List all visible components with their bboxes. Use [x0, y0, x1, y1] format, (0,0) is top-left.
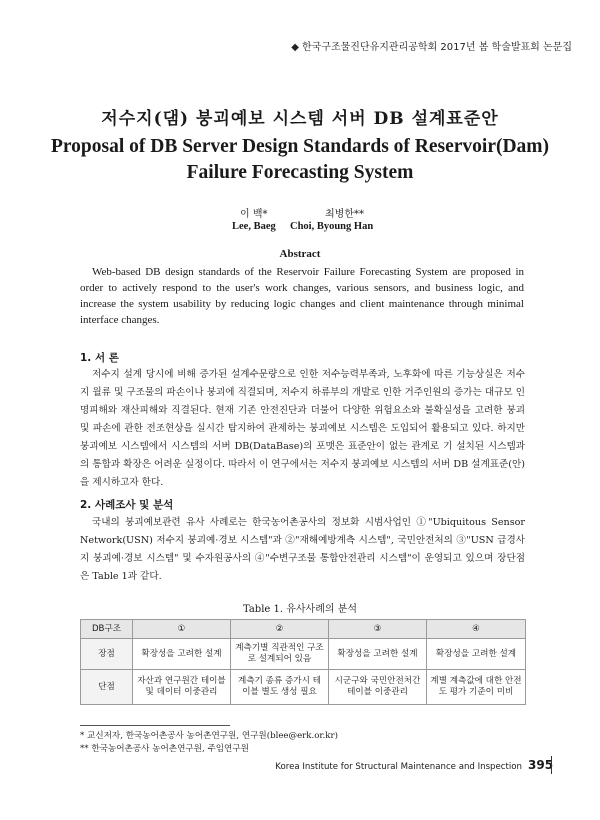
page-number-divider — [551, 756, 552, 774]
table-header-cell: ③ — [329, 620, 427, 639]
footnote-2: ** 한국농어촌공사 농어촌연구원, 주임연구원 — [80, 744, 249, 754]
section-2-body: 국내의 붕괴예보관련 유사 사례로는 한국농어촌공사의 정보화 시범사업인 ①"Ubiquitous Sensor Network(USN) 저수지 붕괴예·경보 시스템"과 ②"재해예방계측 시스템", 국민안전처의 ③"USN 급경사지 붕괴예·경보 시스템" 및 수자원공사의 ④"수변구조물 통합안전관리 시스템"이 운영되고 있으며 장단점은 Table 1과 같다. — [80, 517, 525, 582]
section-1-heading: 1. 서 론 — [80, 352, 119, 364]
table-row — [81, 670, 526, 705]
table-cell: 확장성을 고려한 설계 — [329, 639, 427, 670]
comparison-table — [80, 619, 526, 705]
author-1-ko: 이 백* — [240, 209, 268, 220]
author-1-en: Lee, Baeg — [232, 221, 276, 232]
section-1-body: 저수지 설계 당시에 비해 증가된 설계수문량으로 인한 저수능력부족과, 노후화에 따른 기능상실은 저수지 월류 및 구조물의 파손이나 붕괴에 직결되며, 저수지 하류부의 개발로 인한 거주인원의 증가는 대규모 인명피해와 재산피해와 직결된다. 현재 기존 안전진단과 더불어 다양한 위험요소와 불확실성을 고려한 붕괴 및 파손에 관한 전조현상을 실시간 탐지하여 관제하는 붕괴예보 시스템은 도입되어 활용되고 있다. 하지만 붕괴예보 시스템에서 시스템의 서버 DB(DataBase)의 포맷은 표준안이 없는 관계로 기 설치된 시스템과의 통합과 확장은 어려운 실정이다. 따라서 이 연구에서는 저수지 붕괴예보 시스템의 서버 DB 설계표준(안)을 제시하고자 한다. — [80, 369, 525, 488]
title-english: Proposal of DB Server Design Standards of Reservoir(Dam) Failure Forecasting System — [50, 136, 550, 183]
table-cell: 확장성을 고려한 설계 — [427, 639, 526, 670]
section-2-heading: 2. 사례조사 및 분석 — [80, 499, 174, 511]
page-number: 395 — [528, 758, 554, 772]
footnote-1: * 교신저자, 한국농어촌공사 농어촌연구원, 연구원(blee@erk.or.kr) — [80, 731, 338, 741]
table-cell: 계측기별 직관적인 구조로 설계되어 있음 — [231, 639, 329, 670]
title-korean: 저수지(댐) 붕괴예보 시스템 서버 DB 설계표준안 — [101, 109, 499, 129]
footnote-divider — [80, 725, 230, 726]
abstract-body: Web-based DB design standards of the Reservoir Failure Forecasting System are proposed in order to actively respond to the user's work changes, various sensors, and business logic, and increase the system usability by reducing logic changes and client maintenance through minimal interface changes. — [80, 266, 524, 326]
abstract-heading: Abstract — [279, 248, 321, 260]
table-header-cell: ② — [231, 620, 329, 639]
table-cell: 자산과 연구원간 테이블 및 데이터 이중관리 — [133, 670, 231, 705]
footer-institute: Korea Institute for Structural Maintenance and Inspection — [275, 762, 522, 772]
table-row — [81, 639, 526, 670]
author-2-ko: 최병한** — [325, 209, 364, 220]
table-caption: Table 1. 유사사례의 분석 — [242, 604, 358, 615]
journal-header — [291, 38, 572, 53]
row-label: 장점 — [81, 639, 133, 670]
table-header-row — [81, 620, 526, 639]
table-cell: 시군구와 국민안전처간 테이블 이중관리 — [329, 670, 427, 705]
diamond-bullet-icon: ◆ — [291, 42, 299, 53]
author-2-en: Choi, Byoung Han — [290, 221, 374, 232]
journal-header-text: 한국구조물진단유지관리공학회 2017년 봄 학술발표회 논문집 — [301, 42, 572, 53]
table-header-cell: DB구조 — [81, 620, 133, 639]
table-cell: 계측기 종류 증가시 테이블 별도 생성 필요 — [231, 670, 329, 705]
table-header-cell: ① — [133, 620, 231, 639]
table-cell: 계별 계측값에 대한 안전도 평가 기준이 미비 — [427, 670, 526, 705]
row-label: 단점 — [81, 670, 133, 705]
table-header-cell: ④ — [427, 620, 526, 639]
table-cell: 확장성을 고려한 설계 — [133, 639, 231, 670]
